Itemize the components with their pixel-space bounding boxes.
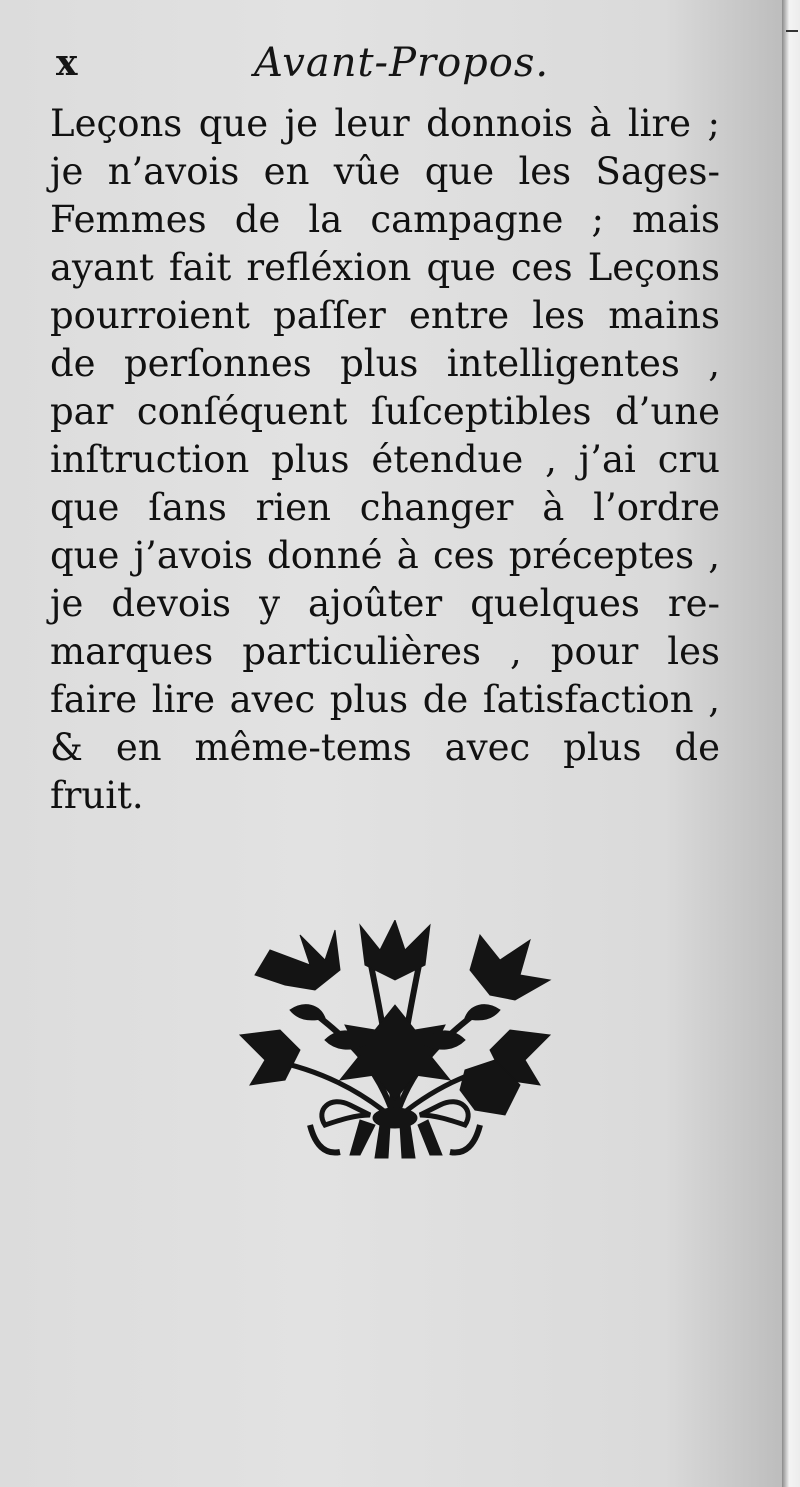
floral-bouquet-icon	[230, 920, 560, 1160]
page-header	[52, 38, 722, 98]
text-line: pourroient paſſer entre les mains	[50, 294, 720, 337]
text-line: Leçons que je leur donnois à lire ;	[50, 102, 720, 145]
text-line: je n’avois en vûe que les Sages-	[50, 150, 720, 193]
text-line: que ſans rien changer à l’ordre	[50, 486, 720, 529]
text-line: je devois y ajoûter quelques re-	[50, 582, 720, 625]
page-edge	[782, 0, 800, 1487]
page-number: x	[56, 42, 78, 84]
text-line: ayant fait refléxion que ces Leçons	[50, 246, 720, 289]
text-line: par conſéquent ſuſceptibles d’une	[50, 390, 720, 433]
edge-mark	[786, 30, 798, 32]
running-title: Avant-Propos.	[254, 40, 550, 86]
text-line: fruit.	[50, 774, 144, 817]
text-line: que j’avois donné à ces préceptes ,	[50, 534, 720, 577]
text-line: de perſonnes plus intelligentes ,	[50, 342, 720, 385]
text-line: faire lire avec plus de ſatisfaction ,	[50, 678, 720, 721]
text-line: & en même-tems avec plus de	[50, 726, 720, 769]
text-line: marques particulières , pour les	[50, 630, 720, 673]
body-text	[50, 100, 720, 820]
text-line: Femmes de la campagne ; mais	[50, 198, 720, 241]
text-line: inſtruction plus étendue , j’ai cru	[50, 438, 720, 481]
